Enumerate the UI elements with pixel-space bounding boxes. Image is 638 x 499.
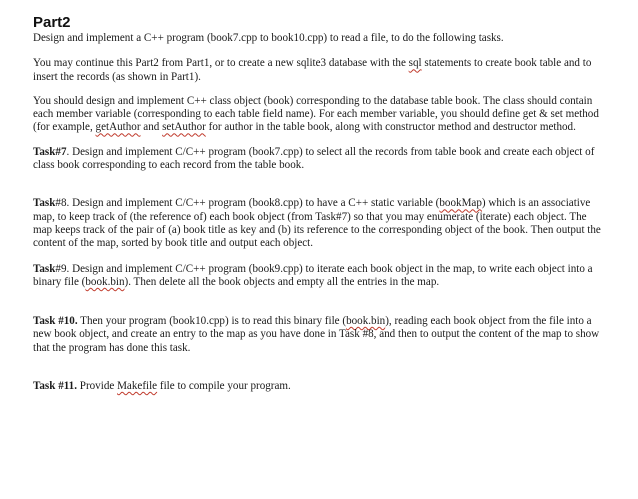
task-9-text-a: #9. Design and implement C/C++ program (book9.cpp) to iterate each book object in the map, to write each object into a binary file ( xyxy=(33,262,593,288)
continue-text-b: statements to create book table and to insert the records (as shown in Part1). xyxy=(33,57,592,83)
task-10-paragraph xyxy=(33,315,608,355)
class-design-text-mid: and xyxy=(140,121,163,134)
sql-term: sql xyxy=(408,57,422,70)
task-7-paragraph xyxy=(33,146,608,173)
task-11-text-b: file to compile your program. xyxy=(157,380,291,393)
set-author-term: setAuthor xyxy=(162,121,206,134)
book-bin-term: book.bin xyxy=(346,315,386,328)
class-design-paragraph xyxy=(33,95,608,135)
intro-text: Design and implement a C++ program (book7.cpp to book10.cpp) to read a file, to do the following tasks. xyxy=(33,32,504,44)
document-body xyxy=(33,14,608,393)
continue-text-a: You may continue this Part2 from Part1, or to create a new sqlite3 database with the xyxy=(33,57,409,70)
get-author-term: getAuthor xyxy=(95,121,141,134)
task-10-text-a: Then your program (book10.cpp) is to read this binary file ( xyxy=(77,315,347,328)
task-8-paragraph xyxy=(33,197,608,250)
book-map-term: bookMap xyxy=(439,197,482,210)
task-8-text-b: ) which is an associative map, to keep track of (the reference of) each book object (from Task#7) so that you may enumerate (iterate) each object. The map keeps track of the pair of (a) book title as key and (b) its reference to the corresponding object of the book. Then output the content of the map, sorted by book title and output each object. xyxy=(33,197,601,250)
task-7-text: . Design and implement C/C++ program (book7.cpp) to select all the records from table book and create each object of class book corresponding to each record from the table book. xyxy=(33,145,595,172)
book-bin-term: book.bin xyxy=(85,275,125,288)
task-10-label: Task #10. xyxy=(33,315,78,328)
task-11-paragraph xyxy=(33,380,608,393)
makefile-term: Makefile xyxy=(117,380,158,393)
task-9-text-b: ). Then delete all the book objects and empty all the entries in the map. xyxy=(124,275,440,288)
class-design-text-b: for author in the table book, along with constructor method and destructor method. xyxy=(205,121,576,134)
class-design-text-a: You should design and implement C++ class object (book) corresponding to the database table book. The class should contain each member variable (corresponding to each table field name). For each member variable, you should define get & set method (for example, xyxy=(33,94,599,134)
intro-paragraph xyxy=(33,32,608,45)
task-9-label: Task xyxy=(33,262,56,275)
continue-paragraph xyxy=(33,57,608,84)
task-7-label: Task#7 xyxy=(33,145,67,158)
task-9-paragraph xyxy=(33,263,608,290)
task-8-text-a: #8. Design and implement C/C++ program (book8.cpp) to have a C++ static variable ( xyxy=(55,197,440,210)
task-10-text-b: ), reading each book object from the file into a new book object, and create an entry to the map as you have done in Task #8, and then to output the content of the map to show that the program has done this task. xyxy=(33,315,600,354)
part-title: Part2 xyxy=(33,14,71,31)
task-11-text-a: Provide xyxy=(77,380,118,393)
task-11-label: Task #11. xyxy=(33,380,77,393)
task-8-label: Task xyxy=(33,197,56,210)
